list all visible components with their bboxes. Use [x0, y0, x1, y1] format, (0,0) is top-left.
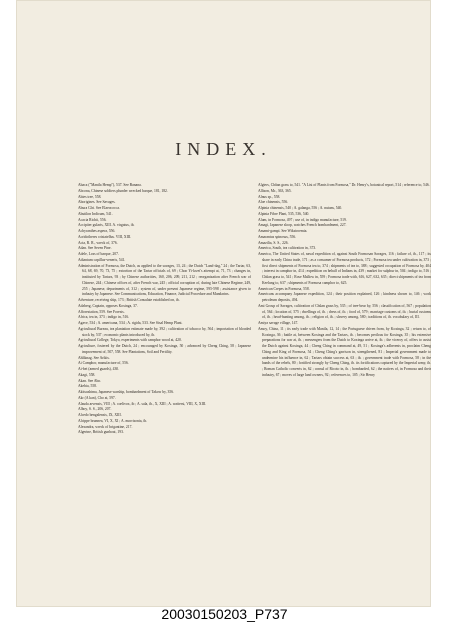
index-entry: Algiers, Chûan grass to, 541. "A List of Plants from Formosa," Dr. Henry's, botanical report, 514 ; reference to, 546. [258, 183, 430, 187]
index-entry: Adele, Loss of barque, 207. [78, 252, 119, 256]
image-caption: 20030150203_P737 [161, 606, 288, 622]
index-entry: Amagi, Japanese sloop, watches French bombardment, 227. [258, 223, 347, 228]
index-entry: Afforestation, 559. See Forests. [78, 309, 125, 314]
index-entry: Alexandra, wreck of brigantine, 217. [78, 424, 133, 429]
index-entry: Adventure, receiving ship, 173 ; British Consulate established on, ib. [78, 298, 180, 302]
index-entry: Akitsushima, Japanese warship, bombardment of Takow by, 356. [78, 390, 175, 394]
index-entry: Agricultural Bureau, tea plantation estimate made by, 392 ; cultivation of tobacco by, 564 ; importation of blooded stock by, 537 ; economic plants introduced by, ib. [78, 326, 251, 337]
index-entry: Algerine, British gunboat, 193. [78, 430, 124, 435]
index-entry: Alpinia chinensis, 540 ; A. galanga, 556 ; A. nutans, 540. [258, 206, 343, 210]
index-entry: Agriculture, fostered by the Dutch, 24 ; encouraged by Koxinga, 50 ; advanced by Cheng Ching, 58 ; Japanese improvement of, 507, 558. See Plantations, Soil and Fertility. [78, 344, 251, 354]
index-entry: Administration of Formosa, the Dutch, as applied to the savages, 13, 24 ; the Dutch "Land-dag," 24 ; the Tartar, 63, 64, 68, 69, 70, 73, 75 ; extortion of the Tartar officials of, 69 ; Choo Yi-kwei's attempt at, 71, 73 ; changes in, instituted by Tartars, 93 ; by Chinese authorities, 160, 206, 209, 211, 212 ; reorganization after French war of Chinese, 244 ; Chinese offices of, after French war, 245 ; official corruption of, during late Chinese Regime, 249, 255 ; Japanese, departments of, 312 ; system of, under present Japanese regime, 595-598 ; assistance given to industry by Japanese. See Communications, Education, Finance, Judicial Procedure and Mandarins. [78, 263, 251, 297]
index-entry: Accipiter gularis, XIII. A. virgatus, ib. [78, 223, 135, 228]
index-entry: Akan. See Abo. [78, 378, 102, 383]
index-column-left [78, 183, 251, 436]
index-entry: Abaca ("Manila Hemp"), 537. See Banana. [78, 183, 142, 187]
index-entry: Alpinia Fibre Plant, 535, 536, 540. [258, 211, 310, 216]
index-entry: Africa, tea in, 373 ; indigo in, 516. [78, 315, 130, 320]
index-entry: Akebia, 558. [78, 384, 97, 389]
index-entry: Ahliknag. See Arikis. [78, 355, 110, 360]
index-entry: Alcippe brunnea, VI, X, XI ; A. morrisonia, ib. [78, 418, 148, 423]
index-entry: Abies tree, 558. [78, 194, 102, 199]
index-entry: America, The United States of, naval expedition of, against South Formosan Savages, 116 ; failure of, ib., 117 ; its share in early China trade, 171 ; as a consumer of Formosa products, 172 ; Formosa tea under cultivation in, 373 ; first direct shipments of Formosa tea to, 374 ; shipments of tea to, 388 ; suggested occupation of Formosa by, 404 ; interest in camphor in, 414 ; expedition on behalf of Indians in, 439 ; market for sulphur in, 504 ; indigo to, 516 ; Chûan grass to, 541 ; Rose Mallow in, 559 ; Formosa trade with, 616, 627, 632, 635 ; direct shipments of tea from Keelung to, 637 ; shipments of Formosa camphor to, 625. [258, 252, 431, 285]
index-entry: America, South, tea cultivation in, 373. [258, 246, 317, 251]
index-entry: Adzberg, Captain, opposes Koxinga, 37. [78, 303, 138, 308]
index-entry: Alauda arvensis, VIII ; A. coelivox, ib ; A. sala, ib., X, XIII ; A. wattersi, VIII, X, XIII. [78, 401, 207, 406]
index-entry: Aborigines. See Savages. [78, 200, 116, 205]
index-entry: Alum, in Formosa, 497 ; use of, in indigo manufacture, 519. [258, 217, 347, 222]
index-entry: Akagi, 558. [78, 372, 96, 377]
index-entry: Abutilon Indicum, 541. [78, 211, 113, 216]
index-entry: Agricultural College, Tokyo, experiments with camphor wood at, 420. [78, 338, 182, 343]
index-entry: Alboy, S. S., 206, 207. [78, 407, 112, 412]
index-entry: Americans accompany Japanese expedition, 124 ; their position explained, 126 ; kindness shown to, 146 ; work petroleum deposits, 494. [258, 292, 431, 302]
index-entry: Abura Gîri. See Elaeococca. [78, 206, 120, 210]
index-entry: Akr (A kan), Cho at, 597. [78, 395, 116, 400]
index-entry: Amiya savage village, 147. [258, 321, 299, 325]
index-entry: Allison, Mr., 363, 365. [258, 188, 292, 193]
index-column-right [258, 183, 431, 379]
index-entry: Amami-gampi. See Wikstroemia. [258, 229, 308, 233]
index-entry: Abcona, Chinese soldiers plunder wrecked barque, 181, 182. [78, 188, 168, 193]
index-entry: Alcedo bengalensis, IX, XIII. [78, 413, 122, 417]
index-entry: Acta, R. R., wreck of, 376. [78, 240, 118, 245]
index-entry: Amoy, China, 11 ; its early trade with Manila, 12, 14 ; the Portuguese driven from, by Koxinga, 32 ; return to, of Koxinga, 36 ; battle at, between Koxinga and the Tartars, ib. ; becomes perilous for Koxinga, 35 ; his extensive preparations for war at, ib. ; messengers from the Dutch to Koxinga arrive at, ib. ; the viceroy of, offers to assist the Dutch against Koxinga, 44 ; Cheng Ching in command at, 49, 51 ; Koxinga's adherents in, proclaim Cheng Ching and King of Formosa, 54 ; Cheng Ching's garrison in, strengthened, 81 ; Imperial government made to undermine his influence in, 62 ; Tartars obtain success at, 63 ; ib. ; government trade with Formosa, 58 ; in the hands of the rebels, 80 ; fortified strongly by Cheng Ching, ib. its fortifications captured by the Imperial army, ib. ; Roman Catholic converts in, 62 ; consul of Ricoto in, ib. ; bombarded, 62 ; the natives of, in Formosa and their industry, 67 ; moves of large land owners, 92 ; references to, 105 ; Sir Henry [258, 326, 431, 377]
index-entry: Acacia Richii, 556. [78, 217, 107, 222]
index-entry: Acridotheres cristatellus. VIII, XIII. [78, 234, 132, 239]
index-entry: Ai-bei (armed guards), 430. [78, 367, 120, 371]
index-entry: Amazilia, S. S., 226. [258, 240, 289, 245]
index-entry: Agave, 534 ; A. americana, 534 ; A. rigida, 533. See Sisal Hemp Plant. [78, 321, 183, 325]
index-entry: Ami Group of Savages, cultivation of Chûan grass by, 535 ; of tree-bear by, 556 ; classification of, 567 ; population of, 564 ; location of, 575 ; dwellings of, ib. ; dress of, ib. ; food of, 579 ; marriage customs of, ib. ; burial customs of, ib. ; head-hunting among, ib. ; religion of, ib. ; slavery among, 580 ; traditions of, ib. vocabulary of, III. [258, 303, 431, 320]
index-entry: Amarantus spinosus, 556. [258, 234, 297, 239]
book-page [16, 0, 431, 607]
index-entry: Ai Camphor, manufacture of, 556. [78, 361, 129, 366]
page-title: INDEX. [175, 139, 272, 159]
index-entry: Adiantum capillus-veneris, 541. [78, 257, 126, 262]
index-entry: Achyranthes aspera, 556. [78, 229, 116, 233]
index-entry: Aloe chinensis, 556. [258, 200, 289, 205]
index-entry: Adan. See Seven Pine. [78, 246, 112, 251]
index-entry: American Crepes in Formosa, 558. [258, 286, 310, 291]
index-entry: Alnus sp., 558. [258, 194, 281, 199]
